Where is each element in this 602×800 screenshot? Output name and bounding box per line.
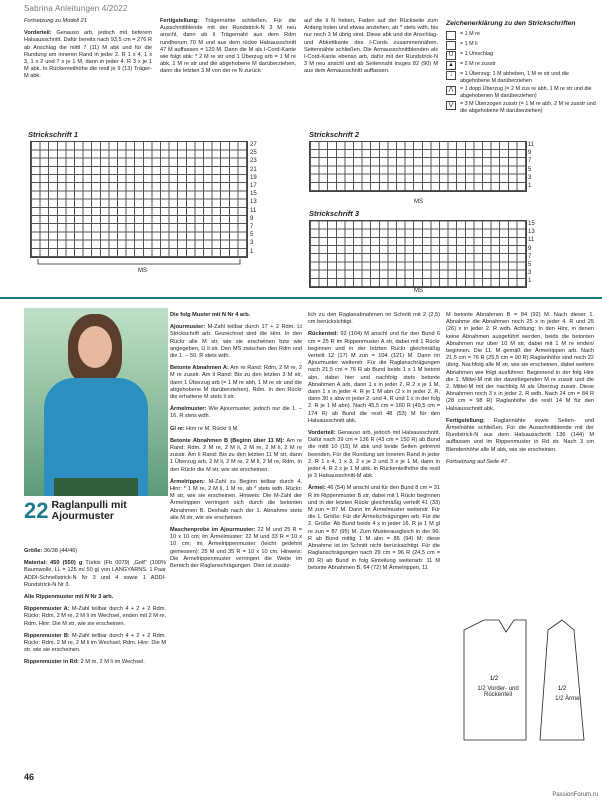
legend-item: = 1 M li <box>446 41 596 50</box>
chart-1-title: Strickschrift 1 <box>28 130 79 139</box>
model-c2-paragraph: Ärmelmuster: Wie Ajourmuster, jedoch nur die 1. – 16. R stets wdh. <box>170 406 302 420</box>
chart-2-title: Strickschrift 2 <box>309 130 360 139</box>
legend-symbol-icon: ↓ <box>446 71 456 80</box>
model-c2-paragraph: Betonte Abnahmen B (Beginn über 11 M): Am re Rand: Rdm, 2 M re, 2 M li, 2 M re, 2 M li, 2 M re zusstr. Am li Rand: Bis zu den letzten 11 M str, dann 1 Überzug arb, 2 M li, 2 M re, 2 M li, 2 M re, Rdm. In den Rückr die M str, wie sie erscheinen. <box>170 437 302 473</box>
chart-row-number: 15 <box>250 191 257 198</box>
chart-row-number: 5 <box>528 262 532 269</box>
legend-title: Zeichenerklärung zu den Strickschriften <box>446 20 576 27</box>
model-c2-paragraph: Maschenprobe im Ajourmuster: 22 M und 25 R = 10 x 10 cm; im Ärmelmuster: 22 M und 33 R = 10 x 10 cm; im Ärmelrippenmuster (leicht gedehnt gemessen): 25 M und 35 R = 10 x 10 cm. Hinweis: Die Ärmelrippenmuster verringert die Weite im Bereich der Raglanschrägungen. Dies ist zusätz- <box>170 527 302 570</box>
chart-row-number: 11 <box>528 142 535 148</box>
model-c1-paragraph: Rippenmuster B: M-Zahl teilbar durch 4 + 2 + 2 Rdm. Rückr: Rdm, 2 M re, 2 M li im Wechsel, Rdm. Hinr: Die M str, wie sie erscheinen. <box>24 632 166 654</box>
top-column-1 <box>24 18 152 86</box>
chart-row-number: 11 <box>250 207 257 214</box>
model-title-block <box>24 500 168 522</box>
model-c1-paragraph: Rippenmuster A: M-Zahl teilbar durch 4 + 2 + 2 Rdm. Rückr: Rdm, 2 M re, 2 M li im Wechsel, enden mit 2 M re, Rdm. Hinr: Die M str, wie sie erscheinen. <box>24 606 166 627</box>
chart-row-number: 1 <box>250 248 254 255</box>
chart-row-number: 3 <box>250 240 254 247</box>
chart-3-title: Strickschrift 3 <box>309 209 360 218</box>
chart-2-row-numbers <box>528 141 534 190</box>
model-c1-paragraph: Größe: 36/38 (44/46) <box>24 548 78 554</box>
chart-row-number: 19 <box>250 174 257 181</box>
model-column-2 <box>170 312 302 575</box>
schema-front-label: 1/2 Vorder- und Rückenteil <box>477 686 519 698</box>
legend-symbol-icon: ⋁ <box>446 101 456 110</box>
chart-row-number: 1 <box>528 278 532 285</box>
legend-symbol-icon <box>446 41 456 50</box>
legend-item: = 1 M re <box>446 31 596 40</box>
chart-row-number: 7 <box>528 253 532 260</box>
chart-2-grid <box>309 141 527 192</box>
chart-row-number: 15 <box>528 221 535 227</box>
legend-symbol-icon <box>446 31 456 40</box>
model-title: Raglanpulli mit Ajourmuster <box>51 499 127 522</box>
chart-row-number: 3 <box>528 270 532 277</box>
top-column-3 <box>304 18 438 81</box>
model-c2-paragraph: Ajourmuster: M-Zahl teilbar durch 17 + 2 Rdm. Lt Strickschrift arb. Gezeichnet sind die Hinr. In den Rückr alle M str, wie sie erscheinen bzw wie angegeben, U li str. Den MS zwischen den Rdm und die 1. – 50. R stets wdh. <box>170 324 302 360</box>
model-c1-paragraph: Material: 450 (550) g Türkis (Fb 0079) „Golf“ (100% Baumwolle, LL = 125 m/ 50 g) von LANGYARNS. 1 Paar ADDI-Schnellstrick-N Nr 3 und 4 sowie 1 ADDI-Rundstrick-N Nr 3. <box>24 560 166 588</box>
symbol-legend <box>446 20 596 116</box>
model-column-4 <box>446 312 594 471</box>
legend-item: ⋀ = 1 dopp Überzug (= 2 M zus re abh, 1 M re str und die abgehobenen M darüberziehen) <box>446 86 596 100</box>
model-c4-paragraph: Fortsetzung auf Seite 47 <box>446 458 507 465</box>
chart-row-number: 11 <box>528 237 535 244</box>
page-number: 46 <box>24 772 35 782</box>
chart-row-number: 5 <box>250 232 254 239</box>
chart-row-number: 13 <box>528 229 535 236</box>
top-column-2 <box>160 18 296 81</box>
page-header: Sabrina Anleitungen 4/2022 <box>24 4 128 13</box>
chart-row-number: 9 <box>250 215 254 222</box>
model-c1-paragraph: Rippenmuster in Rd: 2 M re, 2 M li im Wechsel. <box>24 659 145 666</box>
chart-row-number: 23 <box>250 158 257 165</box>
watermark: PassionForum.ru <box>552 792 598 798</box>
top-c1-paragraph: Fortsetzung zu Modell 21 <box>24 18 87 24</box>
top-c3-paragraph: auf die li N heben, Faden auf der Rückseite zum Anfang holen und etwas anziehen, ab * stets wdh, bis nur noch 3 M übrig sind. Diese abk und die Anschlag- und Abkettkante des I-Cords zusammennähen. Seitennähte schließen. Die Armausschnittblenden als I-Cord-Kante ebenso arb, dafür mit der Rundstrick-N 3 M neu anschl und ab Seitennaht insges 82 (90) M aus dem Armausschnitt auffassen. <box>304 18 438 75</box>
model-c2-paragraph: Ärmelrippen: M-Zahl zu Beginn teilbar durch 4. Hinr: * 1 M re, 2 M li, 1 M re, ab * stets wdh. Rückr: M str, wie sie erscheinen. Hinweis: Die M-Zahl der Ärmelrippen verringert sich durch die betonten Abnahmen B. Deshalb nach der 1. Abnahme stets alle M str, wie sie erscheinen. <box>170 478 302 521</box>
chart-1-grid <box>30 141 248 258</box>
chart-1-ms-label: MS <box>138 268 147 274</box>
chart-row-number: 7 <box>250 224 254 231</box>
chart-row-number: 21 <box>250 166 257 173</box>
model-column-1 <box>24 548 166 672</box>
model-number: 22 <box>24 498 49 523</box>
chart-3-ms-label: MS <box>414 288 423 294</box>
section-separator <box>0 297 602 299</box>
legend-item: ▲ = 2 M re zusstr <box>446 61 596 70</box>
legend-item: ↓ = 1 Überzug: 1 M abheben, 1 M re str und die abgehobene M darüberziehen <box>446 71 596 85</box>
pattern-schematic <box>444 600 594 770</box>
chart-row-number: 5 <box>528 166 532 173</box>
schema-sleeve-label: 1/2 Ärmel <box>555 696 581 702</box>
chart-row-number: 17 <box>250 183 257 190</box>
model-c1-paragraph: Alle Rippenmuster mit N Nr 3 arb. <box>24 594 114 601</box>
model-c3-paragraph: Vorderteil: Genauso arb, jedoch mit Halsausschnitt. Dafür nach 39 cm = 136 R (43 cm = 150 R) ab Bund die mittl 10 (15) M abk und beide Seiten getrennt beenden. Für die Rundung am inneren Rand in jeder 2. R 1 x 4, 1 x 3, 2 x je 2 und 3 x je 1 M, dann in jeder 4. R 2 x je 1 M abk. In Rückenteilhöhe die restl je 3 Halsausschnitt-M abk. <box>308 430 440 480</box>
svg-text:1/2: 1/2 <box>557 686 567 692</box>
model-c3-paragraph: Rückenteil: 92 (104) M anschl und für den Bund 6 cm = 25 R im Rippenmuster A str, dabei mit 1 Rückr beginnen und in der letzten Rückr gleichmäßig verteilt 12 (17) M zun = 104 (121) M. Dann im Ajourmuster weiterstr. Für die Raglanschrägungen nach 21,5 cm = 76 R ab Bund beids 1 x 1 M betont abn, dabei hier und nachfolg stets betonte Abnahmen A arb, dann 1 x in jeder 2. R 2 x je 1 M, dann 1 x in jeder 4. R je 1 M abn (2 x in jeder 2. R, dann 30 x abw in jeder 2. und 4. R und 1 x in der folg 2. R je 1 M abn). Nach 45,5 cm = 160 R (49,5 cm = 174 R) ab Bund die restl 48 (53) M für den Halsausschnitt abk. <box>308 331 440 424</box>
model-c2-paragraph: Betonte Abnahmen A: Am re Rand: Rdm, 2 M re, 2 M re zusstr. Am li Rand: Bis zu den letzten 3 M str, dann 1 Überzug arb (= 1 M re abh, 1 M re str und die abgehobene M darüberziehen), Rdm. In den Rückr die erhaltene M stets li str. <box>170 365 302 401</box>
model-c3-paragraph: Ärmel: 46 (54) M anschl und für den Bund 8 cm = 31 R im Rippenmuster B str, dabei mit 1 Rückr beginnen und in der letzten Rückr gleichmäßig verteilt 41 (33) M zun = 87 M. Dann im Ärmelmuster weiterstr. Für die 1. Größe: Für die Ärmelschrägungen arb. Für die 2. Größe: Ab Bund beids 4 x in jeder 16. R je 1 M gl re zun = 87 (95) M. Zum Musterausgleich in der 96. R ab Bund mittig 1 M abn = 86 (94) M; diese Abnahme ist im Schnitt nicht berücksichtigt. Für die Raglanschrägungen nach 29 cm = 96 R (24,5 cm = 80 R) ab Bund in folg Einteilung weiterarb: 11 M betonte Abnahmen B, 64 (72) M Ärmelrippen, 11 <box>308 485 440 571</box>
model-c2-paragraph: Die folg Muster mit N Nr 4 arb. <box>170 312 251 318</box>
top-c1-paragraph: Vorderteil: Genauso arb, jedoch mit tieferem Halsausschnitt. Dafür bereits nach 93,5 cm = 276 R ab Anschlag die mittl 7 (11) M abk und für die Rundung am inneren Rand in jeder 2. R 1 x 4, 1 x 3, 1 x 2 und 7 x je 1 M, dann in jeder 4. R 3 x je 1 M abk. In Rückenteilhöhe die restl je 9 (13) Träger-M abk. <box>24 30 152 80</box>
legend-symbol-icon: U <box>446 51 456 60</box>
chart-row-number: 9 <box>528 245 532 252</box>
chart-3-grid <box>309 220 527 288</box>
chart-2-ms-label: MS <box>414 199 423 205</box>
model-c2-paragraph: Gl re: Hinr re M, Rückr li M. <box>170 425 239 432</box>
legend-symbol-icon: ⋀ <box>446 86 456 95</box>
legend-item: ⋁ = 3 M Überzogen zusstr (= 1 M re abh, 2 M re zusstr und die abgehobene M darüberziehen) <box>446 101 596 115</box>
chart-row-number: 9 <box>528 150 532 157</box>
model-column-3 <box>308 312 440 577</box>
chart-1-row-numbers <box>250 141 257 256</box>
top-c2-paragraph: Fertigstellung: Trägernähte schließen. Für die Ausschnittblende mit der Rundstrick-N 3 M neu anschl, dann ab li Trägernaht aus dem Rdm rundherum 70 M und aus dem rückw Halsausschnitt 47 M auffassen = 120 M. Dann die M als I-Cord-Kante wie folgt abk: * 2 M re str und 1 Überzug arb = 1 M re abk, 1 M re str und die abgehobene M darüberziehen, dann die letzten 3 M von der re N zurück <box>160 18 296 75</box>
model-c3-paragraph: lich zu den Raglanabnahmen im Schnitt mit 2 (2,5) cm berücksichtigt. <box>308 312 440 326</box>
chart-3-row-numbers <box>528 220 535 286</box>
chart-row-number: 27 <box>250 142 257 148</box>
chart-row-number: 13 <box>250 199 257 206</box>
model-c4-paragraph: M betonte Abnahmen B = 84 (92) M. Nach dieser 1. Abnahme die Abnahmen noch 25 x in jeder 4. R und 25 (26) x in jeder 2. R wdh. Achtung: In den Hinr, in denen keine Abnahmen ausgeführt werden, beids die betonten Abnahmen nur über 10 M str, dabei mit 1 M re enden/ beginnen. Die 11. M gemäß der Ärmelrippen arb. Nach 21,5 cm = 76 R (25,5 cm = 90 R) Raglanhöhe sind noch 22 übrig. Nachfolg alle M str, wie sie erscheinen, dabei weitere Abnahmen wie folgt ausführen: Beginnend in der folg Hinr die 1. Mittel-M mit der davorliegenden M re zusstr und die 2. Mittel-M mit der nachfolg M als Überzug zusstr. Diese Abnahmen noch 3 x in jeder 2. R wdh. Nach 24 cm = 84 R (28 cm = 98 R) Raglanhöhe die restl 14 M für den Halsausschnitt abk. <box>446 312 594 412</box>
chart-row-number: 3 <box>528 174 532 181</box>
chart-row-number: 1 <box>528 183 532 190</box>
chart-row-number: 25 <box>250 150 257 157</box>
model-c4-paragraph: Fertigstellung: Raglannähte sowie Seiten- und Ärmelnähte schließen. Für die Ausschnittblende mit der Rundstrick-N aus dem Halsausschnitt 136 (144) M auffassen und im Rippenmuster in Rd str. Nach 3 cm Blendenhöhe alle M abk, wie sie erscheinen. <box>446 417 594 453</box>
chart-1-ms-bracket <box>36 258 246 272</box>
legend-item: U = 1 Umschlag <box>446 51 596 60</box>
chart-row-number: 7 <box>528 158 532 165</box>
model-photo <box>24 308 168 496</box>
legend-symbol-icon: ▲ <box>446 61 456 70</box>
svg-text:1/2: 1/2 <box>489 676 499 682</box>
